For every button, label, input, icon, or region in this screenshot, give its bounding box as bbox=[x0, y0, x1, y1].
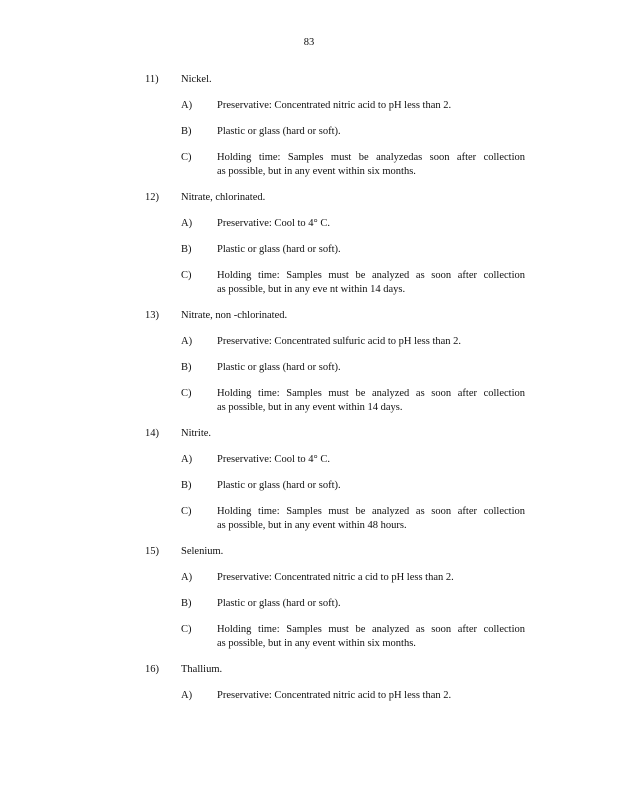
page-number: 83 bbox=[303, 37, 315, 48]
section-title: Thallium. bbox=[181, 664, 223, 675]
item-letter: C) bbox=[181, 388, 192, 399]
item-text: Preservative: Cool to 4° C. bbox=[217, 454, 330, 465]
item-text: Preservative: Cool to 4° C. bbox=[217, 218, 330, 229]
item-text: Preservative: Concentrated nitric acid to pH less than 2. bbox=[217, 690, 452, 701]
section-number: 14) bbox=[145, 428, 159, 439]
item-letter: A) bbox=[181, 690, 193, 701]
item-text: Preservative: Concentrated nitric acid to pH less than 2. bbox=[217, 100, 452, 111]
section-number: 12) bbox=[145, 192, 159, 203]
section-title: Nickel. bbox=[181, 74, 212, 85]
item-letter: B) bbox=[181, 598, 192, 609]
item-letter: C) bbox=[181, 152, 192, 163]
item-text: Holding time: Samples must be analyzed as soon after collection bbox=[217, 506, 525, 517]
item-text: Plastic or glass (hard or soft). bbox=[217, 598, 341, 609]
item-text: Holding time: Samples must be analyzedas soon after collection bbox=[217, 152, 525, 163]
item-letter: A) bbox=[181, 100, 193, 111]
section-number: 13) bbox=[145, 310, 159, 321]
item-letter: B) bbox=[181, 244, 192, 255]
item-text: Holding time: Samples must be analyzed as soon after collection bbox=[217, 624, 525, 635]
item-text-continued: as possible, but in any event within six months. bbox=[217, 638, 416, 649]
item-text-continued: as possible, but in any event within 14 days. bbox=[217, 402, 403, 413]
item-letter: C) bbox=[181, 270, 192, 281]
item-letter: A) bbox=[181, 572, 193, 583]
item-letter: A) bbox=[181, 336, 193, 347]
item-letter: C) bbox=[181, 506, 192, 517]
item-text-continued: as possible, but in any eve nt within 14 days. bbox=[217, 284, 406, 295]
item-letter: B) bbox=[181, 362, 192, 373]
item-letter: C) bbox=[181, 624, 192, 635]
item-text: Holding time: Samples must be analyzed as soon after collection bbox=[217, 270, 525, 281]
section-number: 16) bbox=[145, 664, 159, 675]
section-title: Nitrate, non -chlorinated. bbox=[181, 310, 288, 321]
item-letter: B) bbox=[181, 126, 192, 137]
item-letter: A) bbox=[181, 218, 193, 229]
section-title: Nitrate, chlorinated. bbox=[181, 192, 266, 203]
item-text: Plastic or glass (hard or soft). bbox=[217, 362, 341, 373]
item-letter: A) bbox=[181, 454, 193, 465]
item-text: Plastic or glass (hard or soft). bbox=[217, 126, 341, 137]
item-text-continued: as possible, but in any event within six months. bbox=[217, 166, 416, 177]
item-text: Preservative: Concentrated nitric a cid to pH less than 2. bbox=[217, 572, 454, 583]
section-number: 15) bbox=[145, 546, 159, 557]
section-title: Nitrite. bbox=[181, 428, 212, 439]
item-text: Holding time: Samples must be analyzed as soon after collection bbox=[217, 388, 525, 399]
item-text-continued: as possible, but in any event within 48 hours. bbox=[217, 520, 407, 531]
item-text: Preservative: Concentrated sulfuric acid to pH less than 2. bbox=[217, 336, 462, 347]
item-letter: B) bbox=[181, 480, 192, 491]
section-title: Selenium. bbox=[181, 546, 224, 557]
section-number: 11) bbox=[145, 74, 159, 85]
item-text: Plastic or glass (hard or soft). bbox=[217, 480, 341, 491]
item-text: Plastic or glass (hard or soft). bbox=[217, 244, 341, 255]
